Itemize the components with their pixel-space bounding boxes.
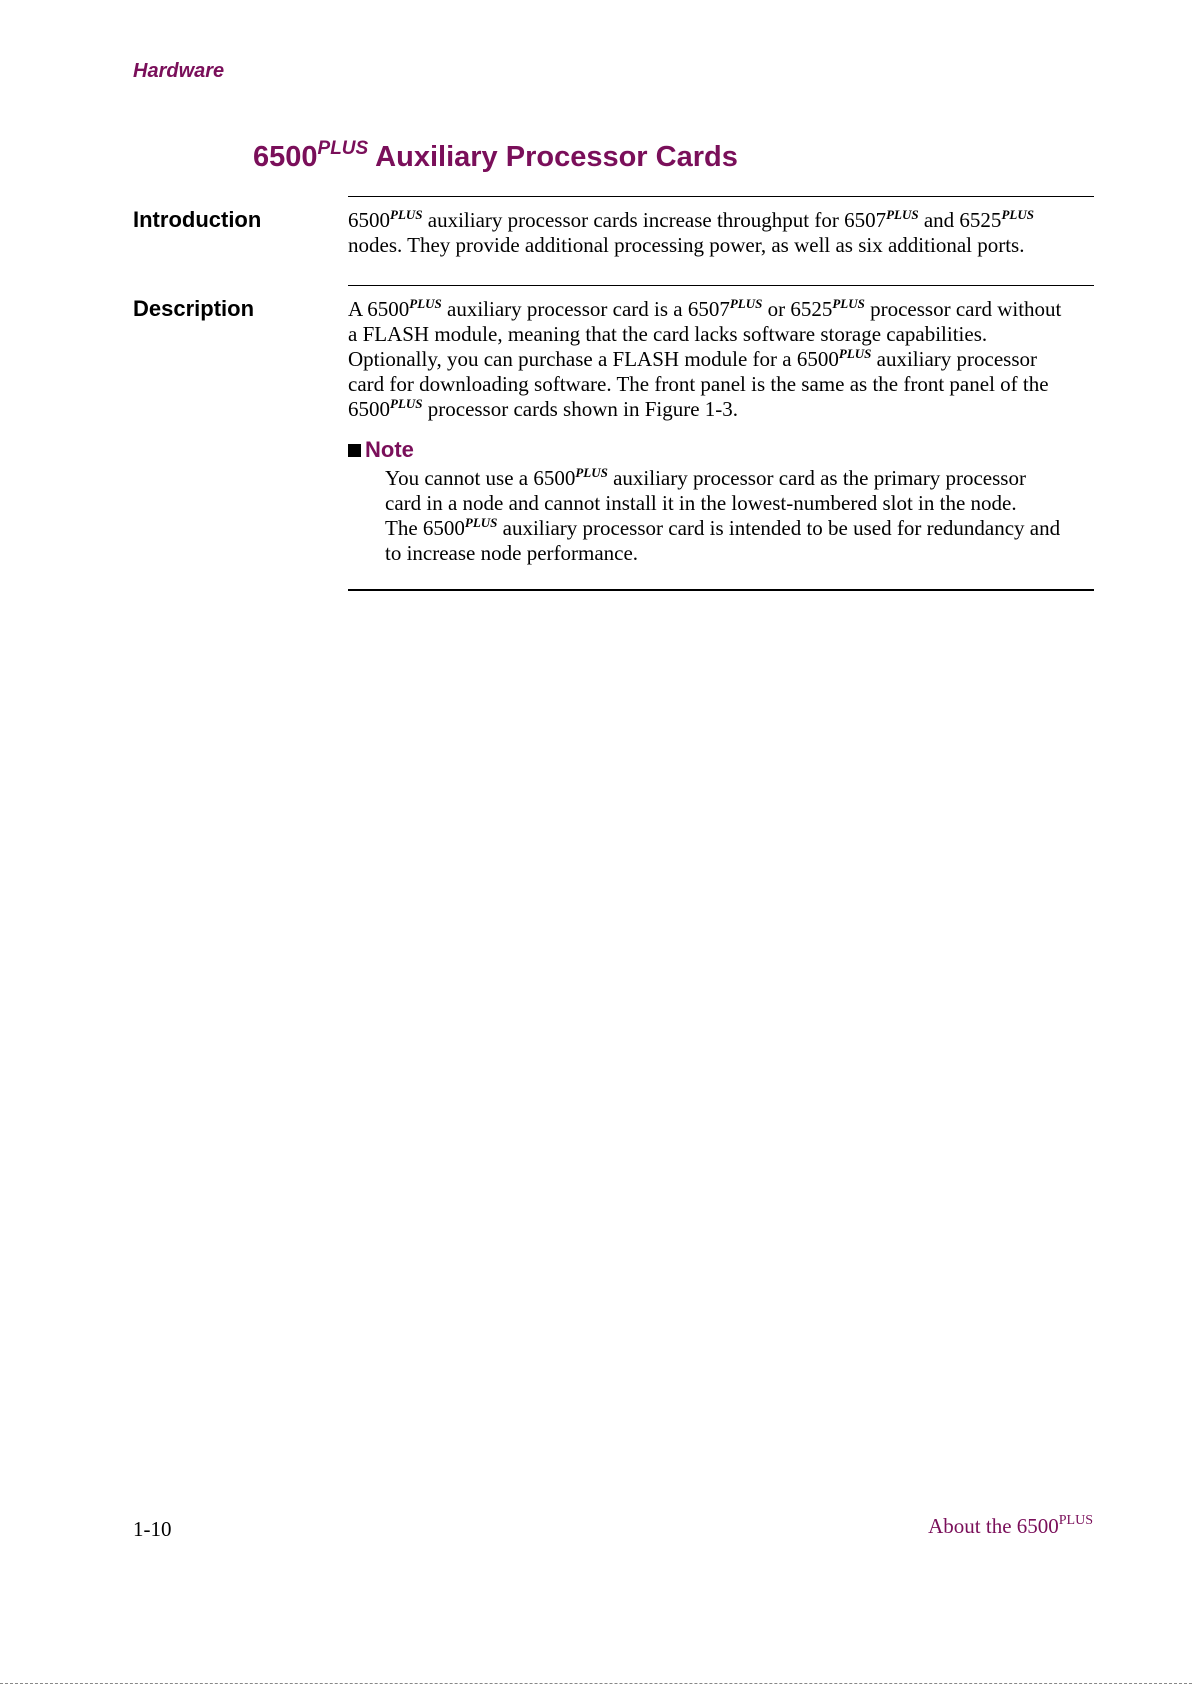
text-fragment: auxiliary processor card is intended to be used for redundancy and: [497, 516, 1061, 540]
plus-superscript: PLUS: [832, 296, 865, 311]
plus-superscript: PLUS: [729, 296, 763, 311]
text-fragment: Optionally, you can purchase a FLASH module for a 6500: [348, 347, 839, 371]
page-title-model: 6500: [253, 141, 318, 173]
running-head-section: Hardware: [133, 60, 225, 82]
page-title-superscript: PLUS: [317, 138, 369, 159]
introduction-paragraph: [348, 208, 1098, 258]
section-divider: [348, 285, 1094, 286]
text-fragment: and 6525: [918, 208, 1002, 232]
note-heading: [348, 437, 414, 463]
description-line: a FLASH module, meaning that the card lacks software storage capabilities.: [348, 322, 988, 346]
description-line: [348, 397, 1098, 422]
plus-superscript: PLUS: [838, 346, 872, 361]
text-fragment: or 6525: [762, 297, 833, 321]
page-bottom-edge: [0, 1683, 1192, 1684]
page-title-text: Auxiliary Processor Cards: [368, 141, 738, 173]
section-divider: [348, 196, 1094, 197]
text-fragment: A 6500: [348, 297, 410, 321]
text-fragment: 6500: [348, 397, 390, 421]
page-title: [253, 138, 738, 174]
plus-superscript: PLUS: [1001, 207, 1034, 222]
page-number: 1-10: [133, 1517, 172, 1541]
note-line: to increase node performance.: [385, 541, 639, 565]
text-fragment: auxiliary processor cards increase throughput for 6507: [422, 208, 887, 232]
note-body: [385, 466, 1060, 566]
plus-superscript: PLUS: [464, 515, 498, 530]
plus-superscript: PLUS: [409, 296, 442, 311]
note-line: [385, 466, 1060, 491]
text-fragment: auxiliary processor: [871, 347, 1037, 371]
plus-superscript: PLUS: [575, 465, 608, 480]
introduction-heading: Introduction: [133, 207, 262, 232]
book-title-superscript: PLUS: [1058, 1513, 1093, 1528]
text-fragment: processor cards shown in Figure 1-3.: [422, 397, 739, 421]
book-title: [928, 1514, 1093, 1539]
text-fragment: The 6500: [385, 516, 465, 540]
note-line: card in a node and cannot install it in the lowest-numbered slot in the node.: [385, 491, 1017, 515]
plus-superscript: PLUS: [390, 396, 423, 411]
description-line: card for downloading software. The front panel is the same as the front panel of the: [348, 372, 1049, 396]
plus-superscript: PLUS: [390, 207, 423, 222]
description-line: [348, 347, 1098, 372]
description-heading: Description: [133, 296, 255, 321]
text-fragment: 6500: [348, 208, 390, 232]
note-line: [385, 516, 1060, 541]
text-fragment: processor card without: [864, 297, 1062, 321]
text-fragment: auxiliary processor card as the primary processor: [607, 466, 1026, 490]
book-title-text: About the 6500: [928, 1514, 1059, 1538]
description-paragraph: [348, 297, 1098, 422]
section-end-divider: [348, 589, 1094, 591]
note-square-icon: [348, 444, 361, 457]
plus-superscript: PLUS: [886, 207, 919, 222]
introduction-line: nodes. They provide additional processing power, as well as six additional ports.: [348, 233, 1025, 257]
description-line: [348, 297, 1098, 322]
note-heading-label: Note: [365, 437, 414, 462]
introduction-line: [348, 208, 1098, 233]
text-fragment: auxiliary processor card is a 6507: [441, 297, 730, 321]
text-fragment: You cannot use a 6500: [385, 466, 576, 490]
